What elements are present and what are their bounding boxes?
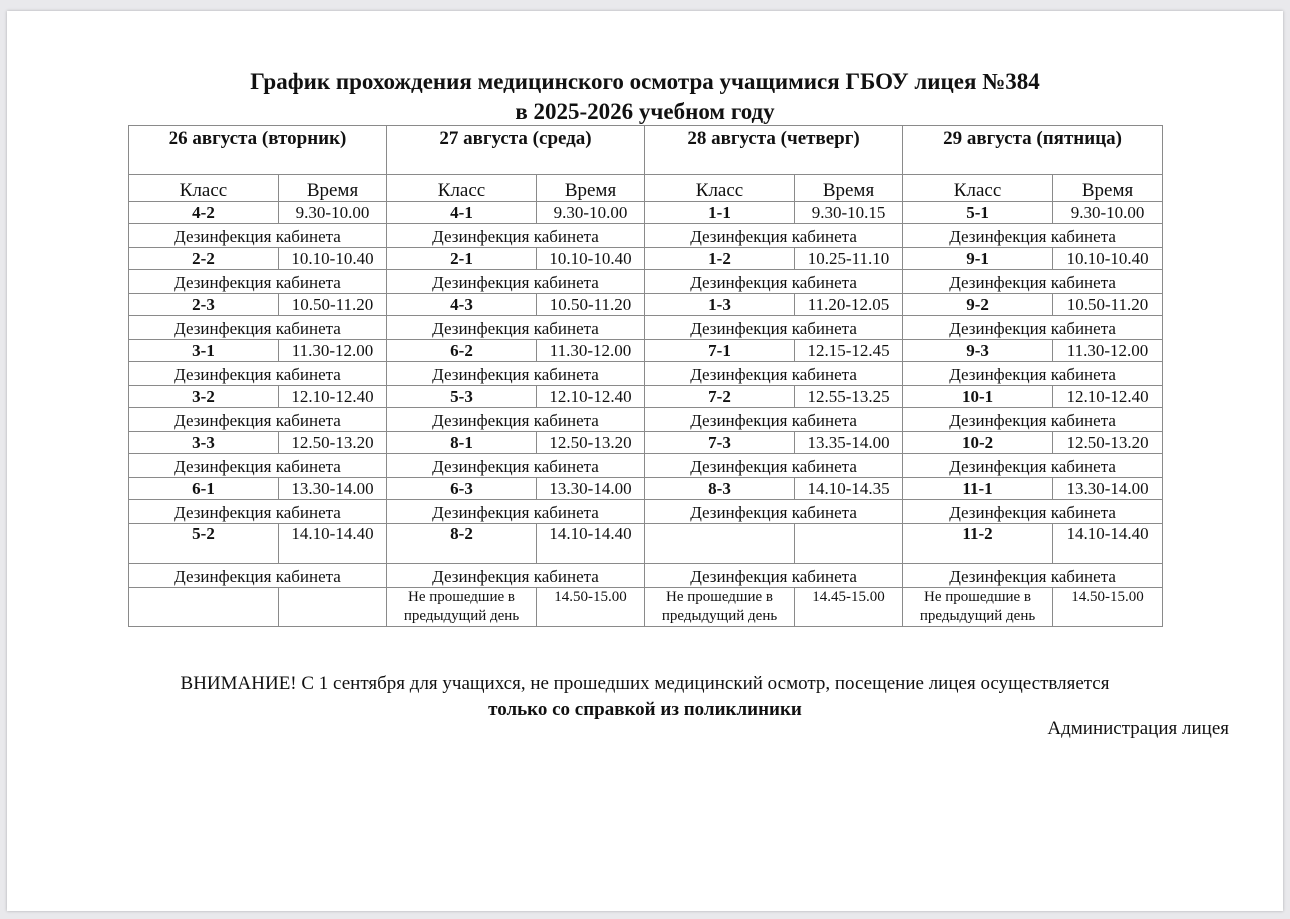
time-cell: 10.10-10.40 [279,248,387,270]
disinfection-cell: Дезинфекция кабинета [129,224,387,248]
schedule-row [129,478,1163,500]
time-cell: 14.10-14.40 [537,524,645,564]
disinfection-row [129,454,1163,478]
class-cell: 6-1 [129,478,279,500]
schedule-row [129,294,1163,316]
time-cell: 14.10-14.40 [279,524,387,564]
class-cell: 1-2 [645,248,795,270]
time-cell: 14.10-14.35 [795,478,903,500]
class-column-header: Класс [903,175,1053,202]
disinfection-cell: Дезинфекция кабинета [903,362,1163,386]
disinfection-cell: Дезинфекция кабинета [903,500,1163,524]
class-cell: 3-1 [129,340,279,362]
notice-line-1: ВНИМАНИЕ! С 1 сентября для учащихся, не прошедших медицинский осмотр, посещение лицея осуществляется [180,673,1110,694]
disinfection-cell: Дезинфекция кабинета [387,362,645,386]
class-cell: 9-2 [903,294,1053,316]
class-column-header: Класс [129,175,279,202]
time-cell: 13.30-14.00 [537,478,645,500]
disinfection-cell: Дезинфекция кабинета [387,270,645,294]
disinfection-cell: Дезинфекция кабинета [903,316,1163,340]
time-cell: 11.30-12.00 [279,340,387,362]
disinfection-cell: Дезинфекция кабинета [129,500,387,524]
schedule-table [128,125,1163,627]
disinfection-cell: Дезинфекция кабинета [387,564,645,588]
time-cell: 10.10-10.40 [1053,248,1163,270]
day-header: 27 августа (среда) [387,126,645,175]
time-cell: 12.50-13.20 [279,432,387,454]
schedule-row [129,202,1163,224]
time-cell: 14.10-14.40 [1053,524,1163,564]
time-cell: 13.30-14.00 [1053,478,1163,500]
time-cell: 9.30-10.15 [795,202,903,224]
time-cell: 10.25-11.10 [795,248,903,270]
disinfection-cell: Дезинфекция кабинета [387,408,645,432]
disinfection-cell: Дезинфекция кабинета [645,316,903,340]
disinfection-cell: Дезинфекция кабинета [129,316,387,340]
class-cell: 2-2 [129,248,279,270]
makeup-time-cell [279,588,387,627]
time-column-header: Время [279,175,387,202]
time-cell: 12.50-13.20 [1053,432,1163,454]
disinfection-cell: Дезинфекция кабинета [645,362,903,386]
time-cell: 9.30-10.00 [1053,202,1163,224]
disinfection-cell: Дезинфекция кабинета [645,564,903,588]
disinfection-row [129,408,1163,432]
disinfection-cell: Дезинфекция кабинета [903,408,1163,432]
class-cell: 6-3 [387,478,537,500]
disinfection-cell: Дезинфекция кабинета [645,500,903,524]
disinfection-cell: Дезинфекция кабинета [387,316,645,340]
disinfection-cell: Дезинфекция кабинета [903,564,1163,588]
day-header: 26 августа (вторник) [129,126,387,175]
column-header-row [129,175,1163,202]
makeup-time-cell: 14.50-15.00 [1053,588,1163,627]
makeup-class-cell: Не прошедшие в предыдущий день [645,588,795,627]
disinfection-cell: Дезинфекция кабинета [129,362,387,386]
class-cell: 4-2 [129,202,279,224]
time-cell: 12.15-12.45 [795,340,903,362]
title-line-1: График прохождения медицинского осмотра учащимися ГБОУ лицея №384 [250,69,1040,94]
class-cell: 3-2 [129,386,279,408]
time-column-header: Время [1053,175,1163,202]
disinfection-cell: Дезинфекция кабинета [903,224,1163,248]
time-cell: 10.10-10.40 [537,248,645,270]
class-cell: 7-2 [645,386,795,408]
disinfection-row [129,500,1163,524]
class-cell: 11-1 [903,478,1053,500]
makeup-class-cell: Не прошедшие в предыдущий день [903,588,1053,627]
class-cell: 1-1 [645,202,795,224]
class-cell: 5-1 [903,202,1053,224]
disinfection-cell: Дезинфекция кабинета [903,270,1163,294]
time-cell: 12.55-13.25 [795,386,903,408]
disinfection-row [129,362,1163,386]
class-cell: 1-3 [645,294,795,316]
time-cell: 10.50-11.20 [537,294,645,316]
class-cell: 9-3 [903,340,1053,362]
schedule-row [129,248,1163,270]
class-cell: 3-3 [129,432,279,454]
class-cell: 5-3 [387,386,537,408]
time-cell: 9.30-10.00 [537,202,645,224]
schedule-row [129,432,1163,454]
time-column-header: Время [795,175,903,202]
class-cell: 7-3 [645,432,795,454]
disinfection-cell: Дезинфекция кабинета [129,454,387,478]
class-column-header: Класс [645,175,795,202]
notice-line-2: только со справкой из поликлиники [488,699,802,720]
class-cell [645,524,795,564]
class-cell: 10-2 [903,432,1053,454]
time-column-header: Время [537,175,645,202]
class-cell: 2-1 [387,248,537,270]
disinfection-cell: Дезинфекция кабинета [645,270,903,294]
class-cell: 2-3 [129,294,279,316]
class-cell: 5-2 [129,524,279,564]
schedule-row [129,386,1163,408]
schedule-row [129,524,1163,564]
time-cell: 11.20-12.05 [795,294,903,316]
class-cell: 8-3 [645,478,795,500]
title-line-2: в 2025-2026 учебном году [515,99,775,124]
time-cell: 11.30-12.00 [1053,340,1163,362]
class-cell: 4-1 [387,202,537,224]
time-cell: 10.50-11.20 [1053,294,1163,316]
makeup-class-cell: Не прошедшие в предыдущий день [387,588,537,627]
notice [0,671,1290,723]
class-cell: 11-2 [903,524,1053,564]
class-cell: 8-2 [387,524,537,564]
makeup-time-cell: 14.50-15.00 [537,588,645,627]
day-header-row [129,126,1163,175]
signature: Администрация лицея [1047,718,1229,739]
time-cell: 11.30-12.00 [537,340,645,362]
schedule-row [129,340,1163,362]
makeup-time-cell: 14.45-15.00 [795,588,903,627]
time-cell: 9.30-10.00 [279,202,387,224]
disinfection-cell: Дезинфекция кабинета [645,224,903,248]
time-cell [795,524,903,564]
time-cell: 10.50-11.20 [279,294,387,316]
makeup-row [129,588,1163,627]
disinfection-cell: Дезинфекция кабинета [129,270,387,294]
disinfection-row [129,564,1163,588]
document-page [7,11,1283,911]
day-header: 29 августа (пятница) [903,126,1163,175]
time-cell: 13.35-14.00 [795,432,903,454]
disinfection-cell: Дезинфекция кабинета [387,224,645,248]
disinfection-cell: Дезинфекция кабинета [903,454,1163,478]
time-cell: 12.50-13.20 [537,432,645,454]
disinfection-cell: Дезинфекция кабинета [129,564,387,588]
disinfection-cell: Дезинфекция кабинета [645,408,903,432]
time-cell: 12.10-12.40 [1053,386,1163,408]
disinfection-row [129,224,1163,248]
disinfection-cell: Дезинфекция кабинета [387,454,645,478]
day-header: 28 августа (четверг) [645,126,903,175]
class-cell: 10-1 [903,386,1053,408]
disinfection-row [129,316,1163,340]
class-column-header: Класс [387,175,537,202]
disinfection-cell: Дезинфекция кабинета [387,500,645,524]
time-cell: 13.30-14.00 [279,478,387,500]
page-title [7,67,1283,127]
class-cell: 7-1 [645,340,795,362]
class-cell: 8-1 [387,432,537,454]
makeup-class-cell [129,588,279,627]
disinfection-cell: Дезинфекция кабинета [645,454,903,478]
class-cell: 6-2 [387,340,537,362]
class-cell: 4-3 [387,294,537,316]
class-cell: 9-1 [903,248,1053,270]
disinfection-row [129,270,1163,294]
disinfection-cell: Дезинфекция кабинета [129,408,387,432]
time-cell: 12.10-12.40 [279,386,387,408]
time-cell: 12.10-12.40 [537,386,645,408]
